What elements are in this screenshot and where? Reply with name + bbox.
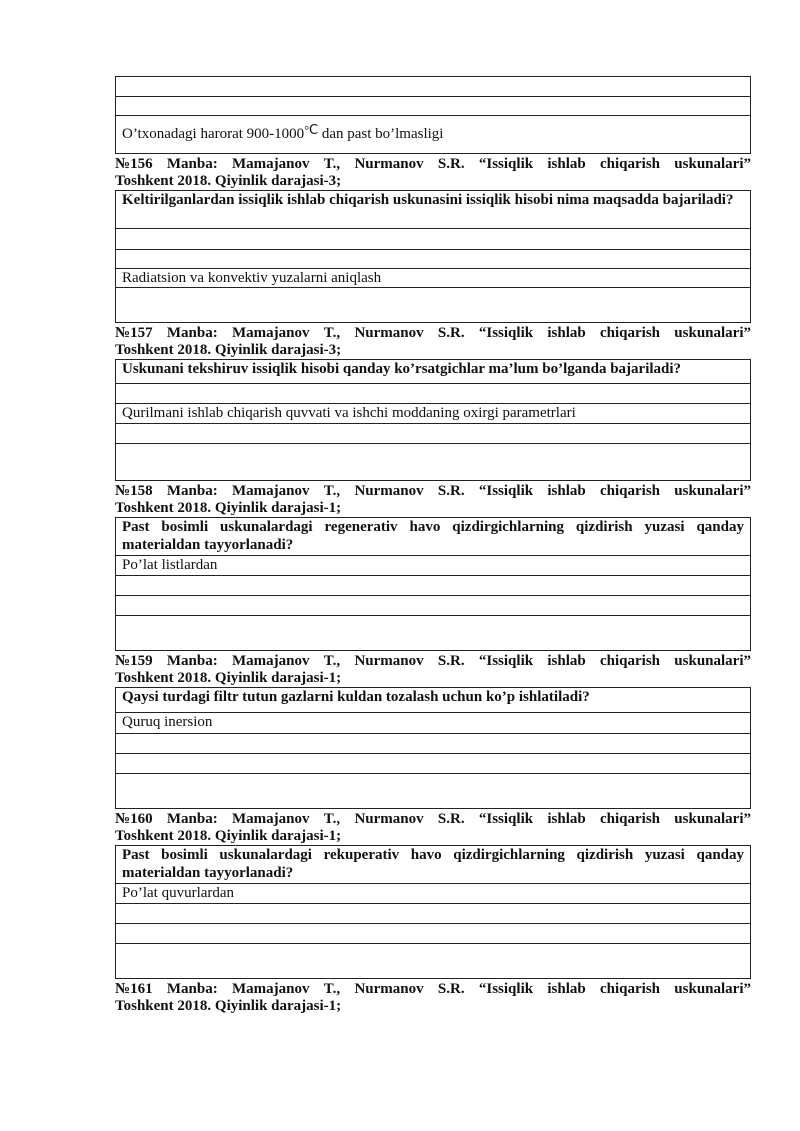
- answer-cell: [116, 924, 751, 944]
- header-line-2: Toshkent 2018. Qiyinlik darajasi-3;: [115, 342, 342, 358]
- celsius-unit: C: [309, 123, 319, 138]
- question-text: Keltirilganlardan issiqlik ishlab chiqarish uskunasini issiqlik hisobi nima maqsadda bajariladi?: [116, 191, 751, 229]
- header-word: “Issiqlik: [478, 325, 534, 341]
- answer-cell: [116, 229, 751, 250]
- header-word: T.,: [323, 653, 341, 669]
- answer-cell: Radiatsion va konvektiv yuzalarni aniqlash: [116, 269, 751, 288]
- header-word: Manba:: [166, 981, 218, 997]
- header-word: ishlab: [547, 811, 586, 827]
- header-word: ishlab: [547, 981, 586, 997]
- answer-cell: [116, 250, 751, 269]
- header-word: uskunalari”: [674, 981, 751, 997]
- header-number: №157: [115, 325, 153, 341]
- header-word: ishlab: [547, 653, 586, 669]
- question-table-160: [115, 845, 751, 979]
- header-number: №160: [115, 811, 153, 827]
- question-text: Past bosimli uskunalardagi rekuperativ havo qizdirgichlarning qizdirish yuzasi qanday materialdan tayyorlanadi?: [116, 846, 751, 884]
- header-number: №156: [115, 156, 153, 172]
- answer-cell: Po’lat listlardan: [116, 556, 751, 576]
- answer-cell: [116, 774, 751, 809]
- question-header-159: [115, 653, 751, 687]
- question-table-156: [115, 190, 751, 323]
- header-line-2: Toshkent 2018. Qiyinlik darajasi-1;: [115, 500, 342, 516]
- header-word: Nurmanov: [354, 156, 424, 172]
- question-table-159: [115, 687, 751, 809]
- answer-cell: [116, 596, 751, 616]
- header-word: Mamajanov: [231, 981, 310, 997]
- header-word: uskunalari”: [674, 325, 751, 341]
- answer-cell: [116, 616, 751, 651]
- header-word: T.,: [323, 325, 341, 341]
- answer-cell: [116, 97, 751, 116]
- header-word: Mamajanov: [231, 156, 310, 172]
- answer-cell: Quruq inersion: [116, 713, 751, 734]
- answer-cell: [116, 944, 751, 979]
- header-word: Manba:: [166, 811, 218, 827]
- answer-cell: [116, 424, 751, 444]
- question-table-157: [115, 359, 751, 481]
- header-word: Mamajanov: [231, 811, 310, 827]
- header-word: Manba:: [166, 156, 218, 172]
- header-word: ishlab: [547, 325, 586, 341]
- header-line-2: Toshkent 2018. Qiyinlik darajasi-1;: [115, 998, 342, 1014]
- answer-text-tail: dan past bo’lmasligi: [318, 126, 444, 142]
- header-word: Manba:: [166, 483, 218, 499]
- header-word: Nurmanov: [354, 325, 424, 341]
- header-word: ishlab: [547, 156, 586, 172]
- answer-cell: [116, 444, 751, 481]
- question-text: Past bosimli uskunalardagi regenerativ havo qizdirgichlarning qizdirish yuzasi qanday materialdan tayyorlanadi?: [116, 518, 751, 556]
- question-header-156: [115, 156, 751, 190]
- answer-cell: Po’lat quvurlardan: [116, 884, 751, 904]
- answer-cell: Qurilmani ishlab chiqarish quvvati va ishchi moddaning oxirgi parametrlari: [116, 404, 751, 424]
- header-word: T.,: [323, 156, 341, 172]
- header-word: chiqarish: [600, 981, 661, 997]
- header-word: Mamajanov: [231, 483, 310, 499]
- header-word: Nurmanov: [354, 653, 424, 669]
- header-line-2: Toshkent 2018. Qiyinlik darajasi-1;: [115, 828, 342, 844]
- degree-sign: °: [304, 123, 309, 137]
- header-word: S.R.: [437, 653, 465, 669]
- header-word: “Issiqlik: [478, 483, 534, 499]
- answer-text: O’txonadagi harorat 900-1000: [122, 126, 305, 142]
- header-word: T.,: [323, 483, 341, 499]
- answer-cell: [116, 754, 751, 774]
- header-word: S.R.: [437, 811, 465, 827]
- header-word: Mamajanov: [231, 325, 310, 341]
- header-word: “Issiqlik: [478, 156, 534, 172]
- question-text: Uskunani tekshiruv issiqlik hisobi qanday ko’rsatgichlar ma’lum bo’lganda bajariladi?: [116, 360, 751, 384]
- answer-table-155: [115, 76, 751, 154]
- header-line-2: Toshkent 2018. Qiyinlik darajasi-1;: [115, 670, 342, 686]
- answer-cell: [116, 384, 751, 404]
- answer-cell: [116, 734, 751, 754]
- header-word: Manba:: [166, 325, 218, 341]
- header-word: “Issiqlik: [478, 653, 534, 669]
- document-page: [115, 76, 751, 1015]
- answer-cell: [116, 576, 751, 596]
- answer-cell: [116, 904, 751, 924]
- header-word: S.R.: [437, 156, 465, 172]
- header-word: T.,: [323, 811, 341, 827]
- header-word: Nurmanov: [354, 483, 424, 499]
- answer-cell: [116, 116, 751, 154]
- header-word: chiqarish: [600, 653, 661, 669]
- header-word: Mamajanov: [231, 653, 310, 669]
- answer-cell: [116, 77, 751, 97]
- header-word: “Issiqlik: [478, 811, 534, 827]
- header-word: uskunalari”: [674, 483, 751, 499]
- header-line-2: Toshkent 2018. Qiyinlik darajasi-3;: [115, 173, 342, 189]
- header-number: №161: [115, 981, 153, 997]
- question-header-160: [115, 811, 751, 845]
- header-word: uskunalari”: [674, 156, 751, 172]
- header-word: “Issiqlik: [478, 981, 534, 997]
- question-header-161: [115, 981, 751, 1015]
- question-text: Qaysi turdagi filtr tutun gazlarni kuldan tozalash uchun ko’p ishlatiladi?: [116, 688, 751, 713]
- header-word: chiqarish: [600, 483, 661, 499]
- question-header-158: [115, 483, 751, 517]
- header-word: uskunalari”: [674, 811, 751, 827]
- header-number: №158: [115, 483, 153, 499]
- header-word: S.R.: [437, 981, 465, 997]
- answer-cell: [116, 288, 751, 323]
- header-word: S.R.: [437, 483, 465, 499]
- header-word: uskunalari”: [674, 653, 751, 669]
- header-word: S.R.: [437, 325, 465, 341]
- question-header-157: [115, 325, 751, 359]
- header-word: T.,: [323, 981, 341, 997]
- header-word: Manba:: [166, 653, 218, 669]
- header-word: Nurmanov: [354, 811, 424, 827]
- header-word: Nurmanov: [354, 981, 424, 997]
- header-word: chiqarish: [600, 156, 661, 172]
- header-word: chiqarish: [600, 325, 661, 341]
- header-word: chiqarish: [600, 811, 661, 827]
- header-number: №159: [115, 653, 153, 669]
- question-table-158: [115, 517, 751, 651]
- header-word: ishlab: [547, 483, 586, 499]
